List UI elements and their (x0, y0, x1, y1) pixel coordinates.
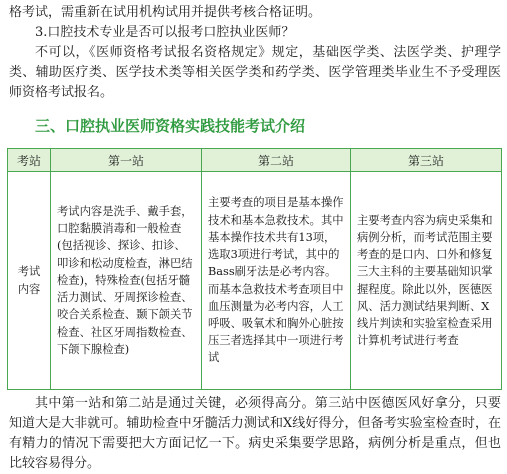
header-station-3: 第三站 (351, 149, 502, 172)
intro-line: 格考试，需重新在试用机构试用并提供考核合格证明。 (9, 5, 322, 20)
station-2-content: 主要考查的项目是基本操作技术和基本急救技术。其中基本操作技术共有13项，选取3项进行考试，其中的Bass刷牙法是必考内容。而基本急救技术考查项目中血压测量为必考内容，人工呼吸、吸氧术和胸外心脏按压三者选择其中一项进行考试 (202, 172, 351, 390)
closing-paragraph: 其中第一站和第二站是通过关键，必须得高分。第三站中医德医风好拿分，只要知道大是大非就可。辅助检查中牙髓活力测试和X线好得分，但备考实验室检查时，在有精力的情况下需要把大方面记忆一下。病史采集要学思路，病例分析是重点，但也比较容易得分。 (9, 396, 501, 471)
header-station-1: 第一站 (51, 149, 202, 172)
header-station: 考站 (8, 149, 51, 172)
row-label-exam-content (8, 172, 51, 390)
station-3-content: 主要考查内容为病史采集和病例分析，而考试范围主要考查的是口内、口外和修复三大主科的主要基础知识掌握程度。除此以外，医德医风、活力测试结果判断、X线片判读和实验室检查采用计算机考试进行考查 (351, 172, 502, 390)
question-3: 3.口腔技术专业是否可以报考口腔执业医师？ (35, 25, 295, 40)
table-header-row (8, 149, 502, 172)
exam-stations-table (7, 148, 502, 390)
answer-paragraph: 不可以，《医师资格考试报名资格规定》规定，基础医学类、法医学类、护理学类、辅助医疗类、医学技术类等相关医学类和药学类、医学管理类毕业生不予受理医师资格考试报名。 (9, 45, 501, 100)
row-label-line: 内容 (17, 282, 41, 296)
station-1-content: 考试内容是洗手、戴手套，口腔黏膜消毒和一般检查(包括视诊、探诊、扣诊、叩诊和松动度检查，淋巴结检查)，特殊检查(包括牙髓活力测试、牙周探诊检查、咬合关系检查、颞下颌关节检查、社区牙周指数检查、下颌下腺检查) (51, 172, 202, 390)
header-station-2: 第二站 (202, 149, 351, 172)
section-title: 三、口腔执业医师资格实践技能考试介绍 (35, 117, 306, 135)
row-label-line: 考试 (17, 265, 41, 279)
table-row (8, 172, 502, 390)
